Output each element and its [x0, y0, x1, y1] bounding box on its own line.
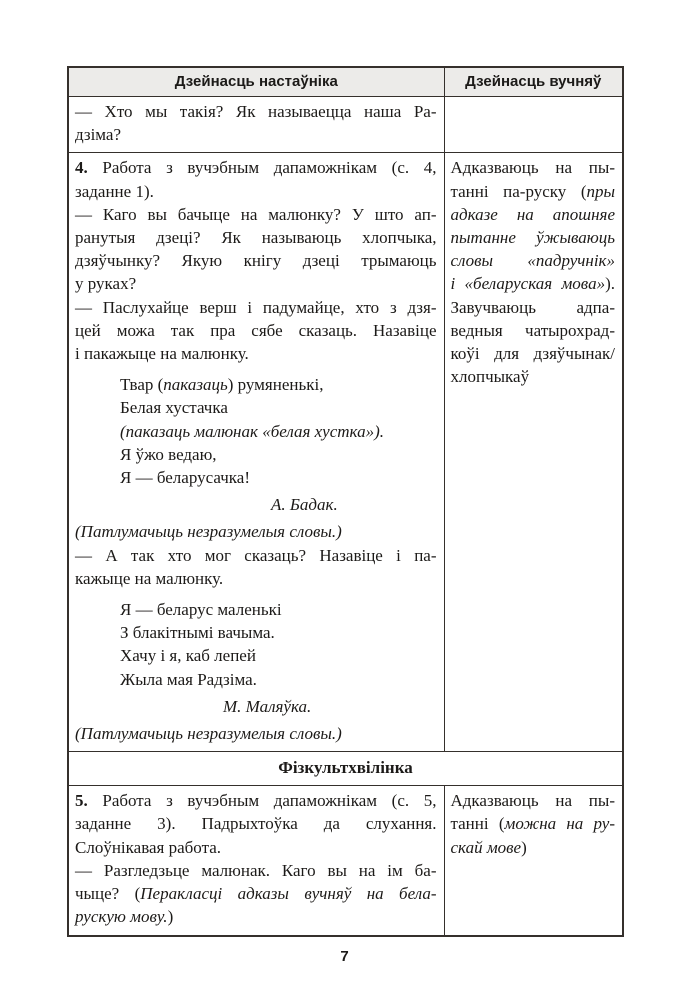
text-line — [75, 296, 437, 319]
teacher-activity-cell — [68, 786, 444, 936]
para-block — [75, 859, 437, 929]
text-line — [451, 249, 616, 272]
text-line — [75, 905, 437, 928]
physical-break-title: Фізкультхвілінка — [68, 752, 623, 786]
text-segment: (Патлумачыць незразумелыя словы.) — [75, 724, 342, 744]
student-column-header: Дзейнасць вучняў — [444, 67, 623, 97]
text-segment: Слоўнікавая работа. — [75, 837, 222, 857]
text-segment: заданне 1). — [75, 181, 154, 201]
text-line — [75, 319, 437, 342]
text-segment: ) — [521, 837, 527, 857]
text-line — [75, 882, 437, 905]
para-block — [451, 156, 616, 388]
text-segment: Белая хустачка — [120, 398, 228, 418]
text-line — [75, 100, 437, 123]
verse-block — [120, 598, 437, 691]
text-line — [120, 644, 437, 667]
text-line — [120, 373, 437, 396]
text-segment: можна на ру- — [504, 814, 615, 834]
text-segment: скай мове — [450, 837, 522, 857]
text-segment: у руках? — [75, 274, 137, 294]
text-segment: чыце? ( — [75, 884, 141, 904]
text-segment: — Каго вы бачыце на малюнку? У што ап- — [75, 204, 437, 224]
text-segment: — Хто мы такія? Як называецца наша Ра- — [75, 102, 437, 121]
text-segment: (паказаць малюнак «белая хустка»). — [120, 421, 384, 441]
text-segment: М. Маляўка. — [223, 696, 312, 716]
text-segment: коўі для дзяўчынак/ — [450, 344, 615, 364]
text-segment: дзяўчынку? Якую кнігу дзеці трымаюць — [75, 251, 437, 271]
text-segment: Завучваюць адпа- — [450, 297, 615, 317]
text-segment: хлопчыкаў — [450, 367, 530, 387]
para-block — [75, 156, 437, 202]
verse-block — [120, 373, 437, 489]
text-line — [75, 156, 437, 179]
text-line — [451, 365, 616, 388]
text-line — [75, 567, 437, 590]
text-segment: Работа з вучэбным дапаможнікам (с. 4, — [87, 158, 437, 178]
para-block — [75, 100, 437, 146]
text-segment: З блакітнымі вачыма. — [120, 623, 275, 643]
text-segment: Перакласці адказы вучняў на бела- — [140, 884, 437, 904]
text-line — [120, 621, 437, 644]
text-line — [75, 544, 437, 567]
text-segment: ) — [167, 907, 174, 927]
text-line — [75, 859, 437, 882]
text-line — [120, 598, 437, 621]
text-segment: А. Бадак. — [271, 495, 338, 515]
student-activity-cell — [444, 786, 623, 936]
text-segment: дзіма? — [75, 125, 122, 145]
text-segment: і «беларуская мова» — [450, 274, 606, 294]
text-line — [75, 272, 437, 295]
text-segment: Я — беларус маленькі — [120, 600, 282, 620]
page-number: 7 — [340, 947, 349, 965]
text-line — [120, 443, 437, 466]
text-line — [120, 396, 437, 419]
text-line — [75, 203, 437, 226]
text-segment: цей можа так пра сябе сказаць. Назавіце — [75, 320, 437, 340]
text-segment: — Паслухайце верш і падумайце, хто з дзя- — [75, 297, 437, 317]
text-segment: пытанне ўжываюць — [450, 228, 615, 248]
text-line — [451, 296, 616, 319]
text-segment: 5. — [75, 791, 88, 811]
text-line — [451, 203, 616, 226]
table-row — [68, 786, 623, 936]
text-segment: заданне 3). Падрыхтоўка да слухання. — [75, 814, 437, 834]
text-segment: Хачу і я, каб лепей — [120, 646, 256, 666]
text-line — [451, 812, 616, 835]
text-line — [75, 342, 437, 365]
text-line — [451, 156, 616, 179]
author-block — [75, 695, 437, 718]
para-block — [75, 544, 437, 590]
text-line — [451, 272, 616, 295]
para-block — [75, 520, 437, 543]
text-segment: — Разгледзьце малюнак. Каго вы на ім ба- — [75, 860, 437, 880]
text-line — [120, 668, 437, 691]
text-segment: ). — [605, 274, 615, 294]
text-line — [75, 722, 437, 745]
text-segment: Твар ( — [120, 375, 164, 395]
text-segment: пры — [586, 181, 615, 201]
teacher-activity-cell — [68, 153, 444, 752]
text-line — [75, 123, 437, 146]
text-segment: — А так хто мог сказаць? Назавіце і па- — [75, 545, 437, 565]
text-segment: Жыла мая Радзіма. — [120, 669, 257, 689]
text-segment: і пакажыце на малюнку. — [75, 344, 249, 364]
text-line — [75, 836, 437, 859]
text-segment: Работа з вучэбным дапаможнікам (с. 5, — [87, 791, 437, 811]
text-line — [75, 520, 437, 543]
text-segment: кажыце на малюнку. — [75, 568, 224, 588]
text-line — [271, 493, 437, 516]
text-segment: словы «падручнік» — [450, 251, 615, 271]
text-segment: Я ўжо ведаю, — [120, 444, 217, 464]
table-row — [68, 97, 623, 153]
text-line — [120, 420, 437, 443]
text-line — [120, 466, 437, 489]
teacher-column-header: Дзейнасць настаўніка — [68, 67, 444, 97]
text-line — [75, 180, 437, 203]
text-segment: Я — беларусачка! — [120, 468, 250, 488]
text-line — [451, 180, 616, 203]
table-row — [68, 153, 623, 752]
text-line — [75, 249, 437, 272]
text-segment: ) румяненькі, — [227, 375, 324, 395]
text-segment: (Патлумачыць незразумелыя словы.) — [75, 522, 342, 542]
para-block — [75, 203, 437, 296]
teacher-activity-cell — [68, 97, 444, 153]
text-line — [75, 789, 437, 812]
text-line — [75, 812, 437, 835]
text-line — [451, 319, 616, 342]
text-segment: рускую мову. — [75, 907, 168, 927]
text-segment: Адказваюць на пы- — [450, 158, 615, 178]
section-divider-row — [68, 752, 623, 786]
para-block — [451, 789, 616, 859]
text-segment: ведныя чатырохрад- — [450, 320, 615, 340]
text-line — [223, 695, 437, 718]
lesson-plan-table — [67, 66, 624, 937]
text-segment: 4. — [75, 158, 88, 178]
text-line — [451, 342, 616, 365]
text-segment: танні ( — [450, 814, 505, 834]
text-segment: Адказваюць на пы- — [450, 791, 615, 811]
para-block — [75, 789, 437, 859]
para-block — [75, 296, 437, 366]
text-segment: ранутыя дзеці? Як называюць хлопчыка, — [75, 228, 437, 248]
text-line — [451, 789, 616, 812]
para-block — [75, 722, 437, 745]
author-block — [75, 493, 437, 516]
student-activity-cell — [444, 97, 623, 153]
text-segment: адказе на апошняе — [450, 204, 615, 224]
text-line — [451, 226, 616, 249]
text-line — [75, 226, 437, 249]
text-line — [451, 836, 616, 859]
header-row — [68, 67, 623, 97]
text-segment: паказаць — [163, 375, 228, 395]
student-activity-cell — [444, 153, 623, 752]
text-segment: танні па-руску ( — [450, 181, 587, 201]
